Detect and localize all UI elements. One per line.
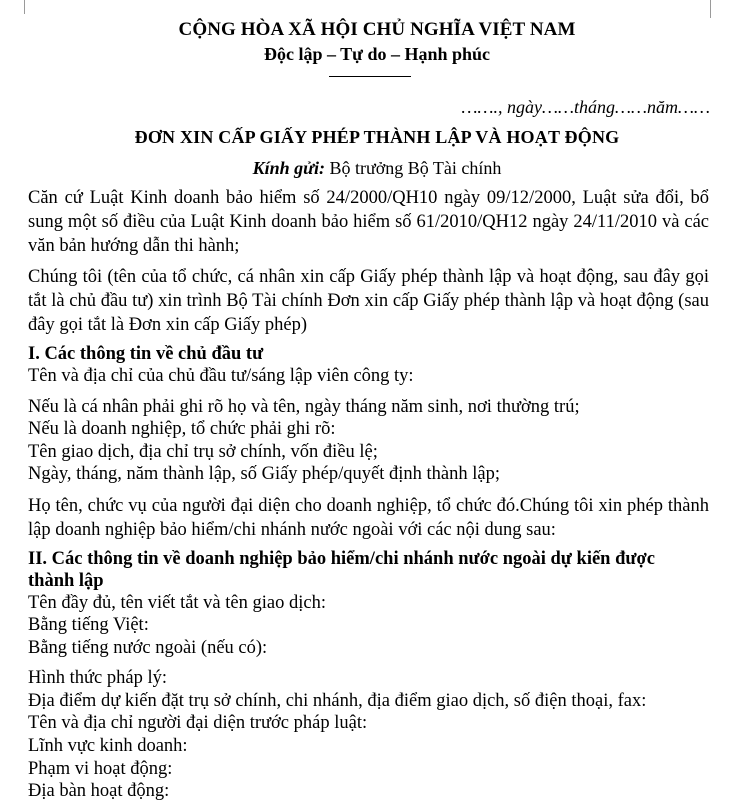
document-title: ĐƠN XIN CẤP GIẤY PHÉP THÀNH LẬP VÀ HOẠT ĐỘNG xyxy=(134,127,620,147)
section-2-line-5: Địa điểm dự kiến đặt trụ sở chính, chi nhánh, địa điểm giao dịch, số điện thoại, fax: xyxy=(28,691,647,711)
motto-underline xyxy=(329,76,411,77)
section-2-line-7: Lĩnh vực kinh doanh: xyxy=(28,736,188,756)
section-2-line-8: Phạm vi hoạt động: xyxy=(28,759,173,779)
section-1-heading: I. Các thông tin về chủ đầu tư xyxy=(28,344,264,364)
addressee-line xyxy=(0,156,754,180)
section-1-line-3: Nếu là doanh nghiệp, tổ chức phải ghi rõ: xyxy=(28,419,336,439)
section-1-line-5: Ngày, tháng, năm thành lập, số Giấy phép/quyết định thành lập; xyxy=(28,464,500,484)
national-motto: Độc lập – Tự do – Hạnh phúc xyxy=(263,44,491,64)
section-1-line-1: Tên và địa chỉ của chủ đầu tư/sáng lập viên công ty: xyxy=(28,366,414,386)
section-2-line-4: Hình thức pháp lý: xyxy=(28,668,167,688)
paragraph-representative: Họ tên, chức vụ của người đại diện cho doanh nghiệp, tổ chức đó.Chúng tôi xin phép thành lập doanh nghiệp bảo hiểm/chi nhánh nước ngoài với các nội dung sau: xyxy=(28,496,709,540)
paragraph-legal-basis: Căn cứ Luật Kinh doanh bảo hiểm số 24/2000/QH10 ngày 09/12/2000, Luật sửa đổi, bổ sung một số điều của Luật Kinh doanh bảo hiểm số 61/2010/QH12 ngày 24/11/2010 và các văn bản hướng dẫn thi hành; xyxy=(28,188,709,256)
addressee-value: Bộ trưởng Bộ Tài chính xyxy=(324,158,502,178)
page-corner-mark-left xyxy=(24,0,25,14)
page-corner-mark-right xyxy=(710,0,711,18)
section-2-heading-line-2: thành lập xyxy=(28,571,104,591)
section-2-line-6: Tên và địa chỉ người đại diện trước pháp luật: xyxy=(28,713,368,733)
national-title: CỘNG HÒA XÃ HỘI CHỦ NGHĨA VIỆT NAM xyxy=(178,19,576,40)
section-2-line-2: Bằng tiếng Việt: xyxy=(28,615,149,635)
section-1-line-4: Tên giao dịch, địa chỉ trụ sở chính, vốn điều lệ; xyxy=(28,442,378,462)
section-2-line-3: Bằng tiếng nước ngoài (nếu có): xyxy=(28,638,268,658)
date-line: ……., ngày……tháng……năm…… xyxy=(461,97,710,117)
addressee-label: Kính gửi: xyxy=(252,158,325,178)
section-1-line-2: Nếu là cá nhân phải ghi rõ họ và tên, ngày tháng năm sinh, nơi thường trú; xyxy=(28,397,580,417)
section-2-line-1: Tên đầy đủ, tên viết tắt và tên giao dịch: xyxy=(28,593,326,613)
section-2-heading-line-1: II. Các thông tin về doanh nghiệp bảo hiểm/chi nhánh nước ngoài dự kiến được xyxy=(28,549,655,569)
section-2-line-9: Địa bàn hoạt động: xyxy=(28,781,170,800)
paragraph-applicant-intro: Chúng tôi (tên của tổ chức, cá nhân xin cấp Giấy phép thành lập và hoạt động, sau đây gọi tắt là chủ đầu tư) xin trình Bộ Tài chính Đơn xin cấp Giấy phép thành lập và hoạt động (sau đây gọi tắt là Đơn xin cấp Giấy phép) xyxy=(28,267,709,335)
